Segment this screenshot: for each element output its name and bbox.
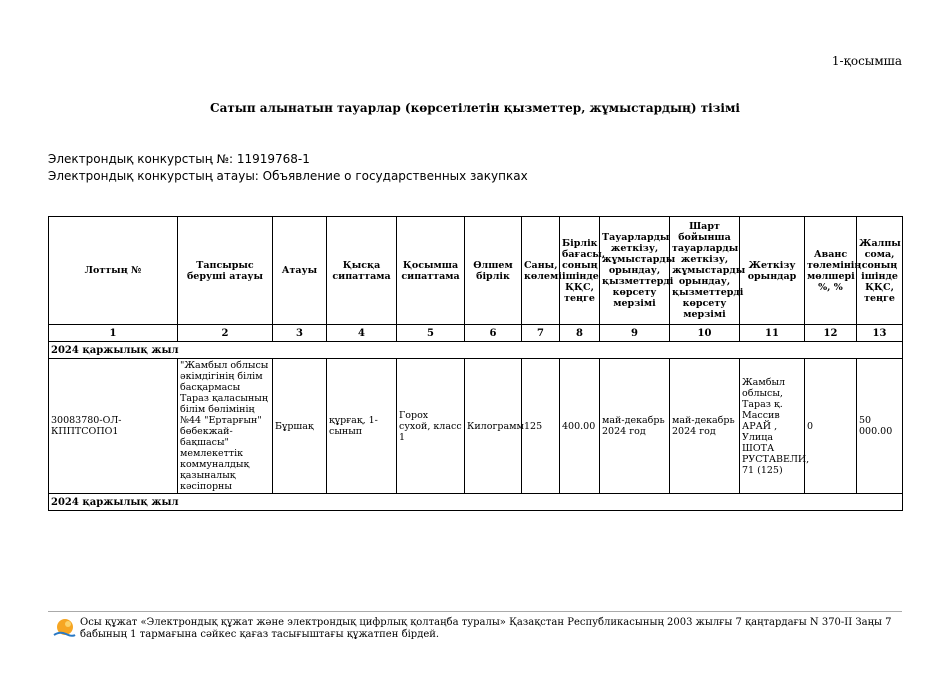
col-number: 9 bbox=[600, 325, 670, 342]
cell-name: Бұршақ bbox=[273, 359, 327, 494]
cell-extra-desc: Горох сухой, класс 1 bbox=[397, 359, 465, 494]
table-row bbox=[49, 359, 903, 494]
cell-unit: Килограмм bbox=[465, 359, 522, 494]
cell-price: 400.00 bbox=[560, 359, 600, 494]
year-group-label: 2024 қаржылық жыл bbox=[49, 342, 903, 359]
col-header-delivery-term: Тауарларды жеткізу, жұмыстарды орындау, қызметтерді көрсету мерзімі bbox=[600, 217, 670, 325]
cell-qty: 125 bbox=[522, 359, 560, 494]
col-number: 4 bbox=[327, 325, 397, 342]
cell-short-desc: құрғақ, 1-сынып bbox=[327, 359, 397, 494]
col-header-total: Жалпы сома, соның ішінде ҚҚС, теңге bbox=[857, 217, 903, 325]
col-header-customer: Тапсырыс беруші атауы bbox=[178, 217, 273, 325]
col-header-unit: Өлшем бірлік bbox=[465, 217, 522, 325]
cell-delivery-term: май-декабрь 2024 год bbox=[600, 359, 670, 494]
col-number: 3 bbox=[273, 325, 327, 342]
lots-table bbox=[48, 216, 903, 511]
footer-legal-text: Осы құжат «Электрондық құжат және электрондық цифрлық қолтаңба туралы» Қазақстан Республикасының 2003 жылғы 7 қаңтардағы N 370-II Заңы 7 бабының 1 тармағына сәйкес қағаз тасығыштағы құжатпен бірдей. bbox=[80, 617, 892, 640]
appendix-label: 1-қосымша bbox=[831, 54, 902, 68]
contest-number: Электрондық конкурстың №: 11919768-1 bbox=[48, 152, 310, 166]
cell-advance: 0 bbox=[805, 359, 857, 494]
year-group-row bbox=[49, 494, 903, 511]
col-header-short-desc: Қысқа сипаттама bbox=[327, 217, 397, 325]
col-number: 5 bbox=[397, 325, 465, 342]
col-header-name: Атауы bbox=[273, 217, 327, 325]
cell-contract-term: май-декабрь 2024 год bbox=[670, 359, 740, 494]
col-number: 11 bbox=[740, 325, 805, 342]
col-number: 13 bbox=[857, 325, 903, 342]
col-header-extra-desc: Қосымша сипаттама bbox=[397, 217, 465, 325]
egov-sun-logo-icon bbox=[52, 615, 76, 639]
col-header-place: Жеткізу орындар bbox=[740, 217, 805, 325]
col-number: 2 bbox=[178, 325, 273, 342]
cell-place: Жамбыл облысы, Тараз қ. Массив АРАЙ , Улица ШОТА РУСТАВЕЛИ, 71 (125) bbox=[740, 359, 805, 494]
year-group-row bbox=[49, 342, 903, 359]
document-title: Сатып алынатын тауарлар (көрсетілетін қызметтер, жұмыстардың) тізімі bbox=[210, 101, 740, 115]
col-number: 7 bbox=[522, 325, 560, 342]
col-number: 12 bbox=[805, 325, 857, 342]
col-number: 6 bbox=[465, 325, 522, 342]
col-header-advance: Аванс төлемінің мөлшері %, % bbox=[805, 217, 857, 325]
cell-customer: "Жамбыл облысы әкімдігінің білім басқармасы Тараз қаласының білім бөлімінің №44 "Ертарғын" бөбекжай-бақшасы" мемлекеттік коммуналдық қазыналық кәсіпорны bbox=[178, 359, 273, 494]
cell-lot: 30083780-ОЛ-КППТСОПО1 bbox=[49, 359, 178, 494]
contest-name: Электрондық конкурстың атауы: Объявление о государственных закупках bbox=[48, 169, 528, 183]
col-number: 10 bbox=[670, 325, 740, 342]
col-number: 1 bbox=[49, 325, 178, 342]
column-number-row bbox=[49, 325, 903, 342]
year-group-label: 2024 қаржылық жыл bbox=[49, 494, 903, 511]
header-row bbox=[49, 217, 903, 325]
col-header-price: Бірлік бағасы, соның ішінде ҚҚС, теңге bbox=[560, 217, 600, 325]
footer-divider bbox=[48, 611, 902, 612]
col-header-qty: Саны, көлемі bbox=[522, 217, 560, 325]
col-number: 8 bbox=[560, 325, 600, 342]
col-header-lot: Лоттың № bbox=[49, 217, 178, 325]
col-header-contract-term: Шарт бойынша тауарларды жеткізу, жұмыстарды орындау, қызметтерді көрсету мерзімі bbox=[670, 217, 740, 325]
cell-total: 50 000.00 bbox=[857, 359, 903, 494]
